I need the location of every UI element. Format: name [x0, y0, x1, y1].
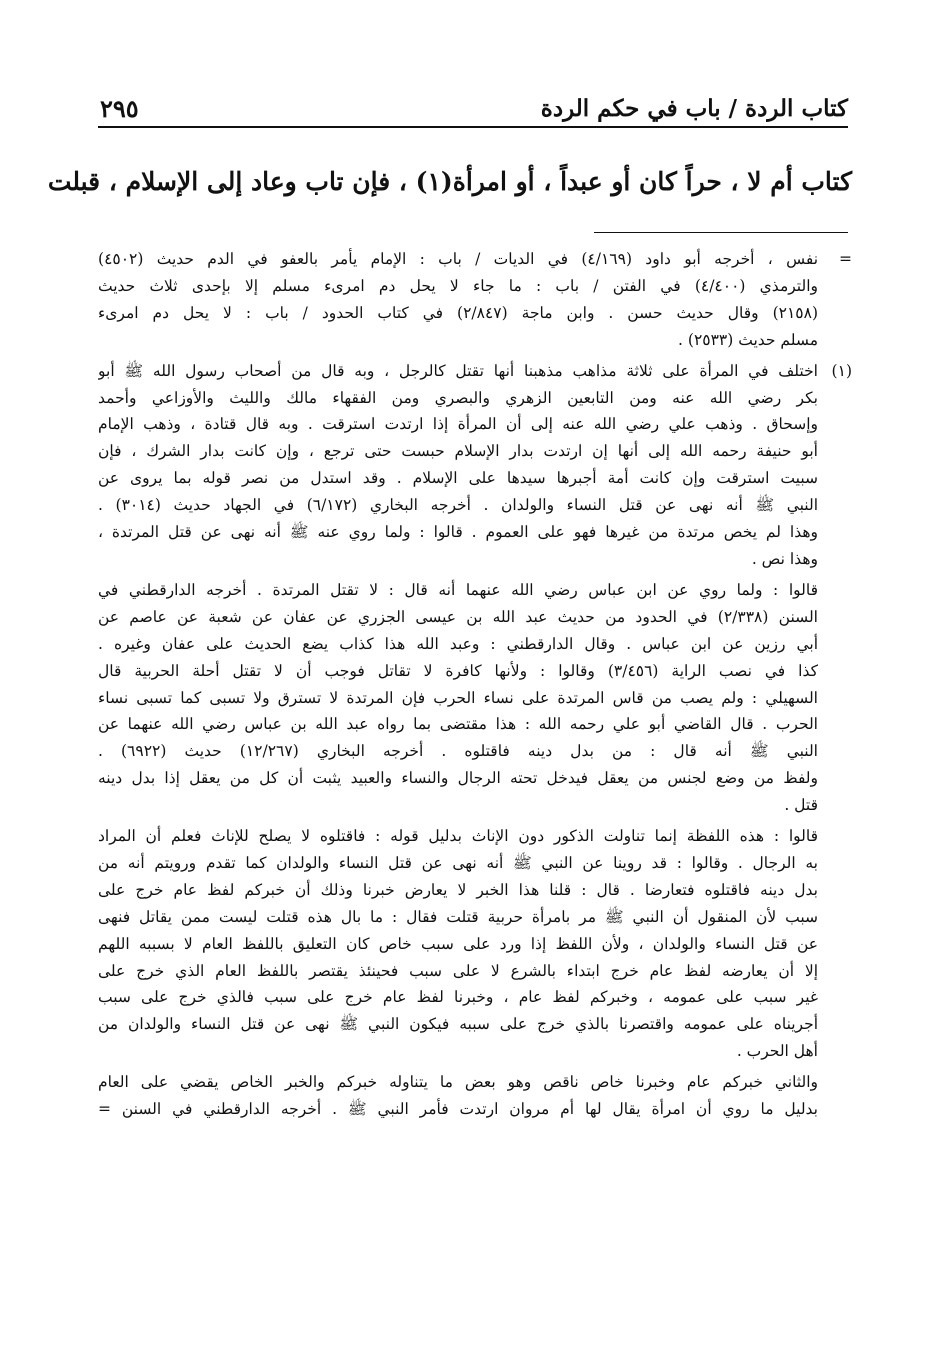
- footnote-paragraph: [98, 823, 818, 1065]
- footnote-paragraph: [98, 358, 818, 573]
- footnote-line: النبي ﷺ أنه نهى عن قتل النساء والولدان . أخرجه البخاري (٦/١٧٢) في الجهاد حديث (٣٠١٤) .: [98, 496, 818, 515]
- footnote-line: عن قتل النساء والولدان ، ولأن اللفظ إذا ورد على سبب خاص كان التعليق باللفظ العام لا بسببه اللهم: [98, 934, 818, 953]
- footnote-line: به الرجال . وقالوا : قد روينا عن النبي ﷺ أنه نهى عن قتل النساء والولدان كما تقدم ورويتم أنه من: [98, 853, 818, 872]
- footnote-line: النبي ﷺ أنه قال : من بدل دينه فاقتلوه . أخرجه البخاري (١٢/٢٦٧) حديث (٦٩٢٢) .: [98, 742, 818, 761]
- footnote-line: أبي رزين عن ابن عباس . وقال الدارقطني : وعبد الله هذا كذاب يضع الحديث على عفان وغيره .: [98, 634, 818, 653]
- footnote-line: (٢١٥٨) وقال حديث حسن . وابن ماجة (٢/٨٤٧) في كتاب الحدود / باب : لا يحل دم امرىء: [98, 303, 818, 322]
- footnote-line: سبيت استرقت وإن كانت أمة أجبرها سيدها على الإسلام . وقد استدل من نصر قوله بما يروى عن: [98, 469, 818, 488]
- main-text-line: كتاب أم لا ، حراً كان أو عبداً ، أو امرأة(١) ، فإن تاب وعاد إلى الإسلام ، قبلت: [47, 167, 852, 196]
- footnote-1-marker: (١): [831, 361, 852, 380]
- footnote-line: مسلم حديث (٢٥٣٣) .: [678, 330, 818, 349]
- footnote-line: الحرب . قال القاضي أبو علي رحمه الله : هذا مقتضى بما رواه عبد الله بن عباس رضي الله عنهما عن: [98, 715, 818, 734]
- footnote-line: والثاني خبركم عام وخبرنا خاص ناقص وهو بعض ما يتناوله خبركم والخبر الخاص يقضي على العام: [98, 1073, 818, 1092]
- footnote-line: قالوا : هذه اللفظة إنما تناولت الذكور دون الإناث بدليل قوله : فاقتلوه لا يصلح للإناث فعلم أن المراد: [98, 827, 818, 846]
- footnote-line: سبب لأن المنقول أن النبي ﷺ مر بامرأة حربية قتلت فقال : ما بال هذه قتلت ليست ممن يقاتل فنهى: [98, 907, 818, 926]
- footnote-line: نفس ، أخرجه أبو داود (٤/١٦٩) في الديات / باب : الإمام يأمر بالعفو في الدم حديث (٤٥٠٢): [98, 250, 818, 268]
- running-header: [100, 88, 848, 128]
- footnotes: [98, 246, 852, 1306]
- footnote-line: أهل الحرب .: [736, 1042, 818, 1061]
- footnote-continuation: [98, 246, 852, 354]
- footnote-paragraph: [98, 577, 818, 819]
- running-title: كتاب الردة / باب في حكم الردة: [540, 94, 848, 122]
- footnote-line: كذا في نصب الراية (٣/٤٥٦) وقالوا : ولأنها كافرة لا تقاتل فوجب أن لا تقتل أحلة الحربية قال: [98, 661, 818, 680]
- header-rule: [98, 126, 848, 128]
- page-number: ٢٩٥: [100, 93, 139, 123]
- footnote-line: وإسحاق . وذهب علي رضي الله عنه إلى أن المرأة إذا ارتدت استرقت . وبه قال قتادة ، وذهب الإمام: [98, 415, 818, 434]
- continuation-marker: =: [839, 250, 852, 268]
- footnote-line: السنن (٢/٣٣٨) في الحدود من حديث عبد الله بن عيسى الجزري عن عفان عن شعبة عن عاصم عن: [98, 607, 818, 626]
- footnote-line: غير سبب على عمومه ، وخبركم لفظ عام ، وخبرنا لفظ عام خرج على سبب فالذي خرج على سبب: [98, 988, 818, 1007]
- footnote-line: قالوا : ولما روي عن ابن عباس رضي الله عنهما أنه قال : لا تقتل المرتدة . أخرجه الدارقطني في: [98, 580, 818, 599]
- footnote-line: والترمذي (٤/٤٠٠) في الفتن / باب : ما جاء لا يحل دم امرىء مسلم إلا بإحدى ثلاث حديث: [98, 276, 818, 295]
- footnote-line: ولفظ من وضع لجنس من يعقل فيدخل تحته الرجال والنساء والعبيد يثبت أن كل من يعقل إذا بدل دينه: [98, 769, 818, 788]
- footnote-line: إلا أن يعارضه لفظ عام خرج ابتداء بالشرع لا على سبب فحينئذ يقتصر باللفظ العام الذي خرج على: [98, 961, 818, 980]
- footnote-line: بكر رضي الله عنه ومن التابعين الزهري والبصري ومن الفقهاء مالك والليث والأوزاعي وأحمد: [98, 388, 818, 407]
- footnote-paragraph: [98, 1069, 818, 1123]
- footnote-line: قتل .: [784, 796, 818, 815]
- footnote-line: بدل دينه فاقتلوه فتعارضا . قال : قلنا هذا الخبر لا يعارض خبرنا وذلك أن خبركم لفظ عام خرج على: [98, 880, 818, 899]
- footnote-separator: [594, 232, 848, 233]
- footnote-line: بدليل ما روي أن امرأة يقال لها أم مروان ارتدت فأمر النبي ﷺ . أخرجه الدارقطني في السنن =: [98, 1100, 818, 1119]
- footnote-line: أجريناه على عمومه واقتصرنا بالذي خرج على سببه فيكون النبي ﷺ نهى عن قتل النساء والولدان من: [98, 1015, 818, 1034]
- footnote-line: السهيلي : ولم يصب من قاس المرتدة على نساء الحرب فإن المرتدة لا تسترق ولا تسبى كما تسبى نساء: [98, 688, 818, 707]
- footnote-line: اختلف في المرأة على ثلاثة مذاهب مذهبنا أنها تقتل كالرجل ، وبه قال من أصحاب رسول الله ﷺ أبو: [98, 361, 818, 380]
- footnote-line: وهذا نص .: [751, 549, 818, 568]
- footnote-line: أبو حنيفة رحمه الله إلى أنها إن ارتدت بدار الإسلام حبست حتى ترجع ، وإن كانت بدار الشرك ، فإن: [98, 442, 818, 461]
- footnote-1: [98, 358, 852, 1123]
- footnote-line: وهذا لم يخص مرتدة من غيرها فهو على العموم . قالوا : ولما روي عنه ﷺ أنه نهى عن قتل المرتدة ،: [98, 523, 818, 542]
